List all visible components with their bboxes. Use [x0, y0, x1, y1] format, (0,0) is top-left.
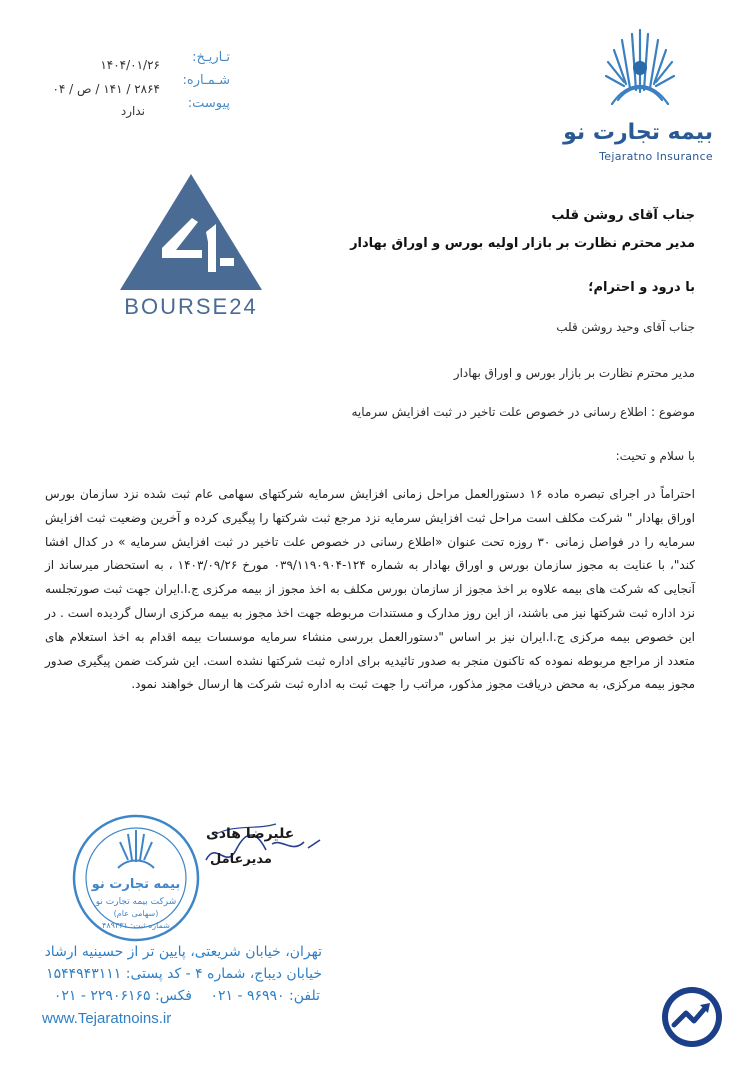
bourse24-logo-text: BOURSE24 — [124, 294, 258, 319]
stamp-company: بیمه تجارت نو — [91, 877, 181, 892]
date-value: ۱۴۰۴/۰۱/۲۶ — [100, 58, 160, 72]
signer-name: علیرضا هادی — [206, 826, 295, 842]
addressee: جناب آقای وحید روشن قلب — [556, 320, 695, 334]
stamp-subtitle: شرکت بیمه تجارت نو — [95, 897, 177, 907]
addressee-title: مدیر محترم نظارت بر بازار بورس و اوراق بهادار — [453, 366, 695, 380]
company-name-en: Tejaratno Insurance — [599, 150, 713, 163]
recipient-name: جناب آقای روشن قلب — [551, 208, 695, 223]
chart-badge-icon — [660, 985, 724, 1049]
phone: تلفن: ۹۶۹۹۰ - ۰۲۱ — [210, 988, 320, 1004]
signer-title: مدیرعامل — [210, 852, 272, 867]
recipient-title: مدیر محترم نظارت بر بازار اولیه بورس و اوراق بهادار — [350, 236, 695, 251]
address-line1: تهران، خیابان شریعتی، پایین تر از حسینیه ارشاد — [44, 944, 322, 960]
letter-body: احتراماً در اجرای تبصره ماده ۱۶ دستورالعمل مراحل زمانی افزایش سرمایه شرکتهای سهامی عام ثبت شده نزد سازمان بورس اوراق بهادار " شرکت مکلف است مراحل ثبت افزایش سرمایه نزد مرجع ثبت شرکتها را پیگیری کرده و آخرین وضعیت ثبت افزایش سرمایه را در فواصل زمانی ۳۰ روزه تحت عنوان «اطلاع رسانی در خصوص علت تاخیر در ثبت افزایش سرمایه » در کدال افشا کند"، با عنایت به مجوز سازمان بورس و اوراق بهادار به شماره ۱۲۴-۰۳۹/۱۱۹۰۹۰۴ مورخ ۱۴۰۳/۰۹/۲۶ ، به استحضار میرساند از آنجایی که شرکت های بیمه علاوه بر اخذ مجوز از سازمان بورس مکلف به اخذ مجوز از بیمه مرکزی ج.ا.ایران جهت ثبت صورتجلسه نزد اداره ثبت شرکتها نیز می باشند، از این روز مدارک و مستندات مربوطه جهت اخذ مجوز به بیمه مرکزی ارسال گردیده است . در این خصوص بیمه مرکزی ج.ا.ایران نیز بر اساس "دستورالعمل بررسی منشاء سرمایه موسسات بیمه اقدام به اخذ استعلام های متعدد از مراجع مربوطه نموده که تاکنون منجر به صدور تائیدیه برای اداره ثبت شرکتها نشده است. این شرکت ضمن پیگیری صدور مجوز بیمه مرکزی، به محض دریافت مجوز مذکور، مراتب را جهت ثبت به اداره ثبت شرکت ها ارسال خواهند نمود. — [45, 487, 696, 692]
attachment-label: پیوست: — [187, 96, 230, 111]
attachment-value: ندارد — [120, 104, 145, 118]
number-value: ۲۸۶۴ / ۱۴۱ / ص / ۰۴ — [52, 82, 160, 96]
stamp-type: (سهامی عام) — [113, 909, 159, 918]
company-stamp — [70, 812, 202, 944]
date-label: تـاریـخ: — [192, 50, 230, 65]
fax: فکس: ۲۲۹۰۶۱۶۵ - ۰۲۱ — [53, 988, 192, 1004]
stamp-reg: شماره ثبت: ۴۸۹۳۳۱ — [102, 921, 170, 930]
company-logo-icon — [560, 22, 720, 167]
number-label: شـمـاره: — [182, 73, 230, 88]
stamp-emblem-icon — [118, 830, 154, 868]
website-link[interactable]: www.Tejaratnoins.ir — [42, 1010, 172, 1027]
greeting: با درود و احترام؛ — [588, 280, 695, 295]
subject: موضوع : اطلاع رسانی در خصوص علت تاخیر در ثبت افزایش سرمایه — [351, 405, 695, 419]
address-line2: خیابان دیباج، شماره ۴ - کد پستی: ۱۵۴۴۹۴۳۱۱۱ — [46, 966, 322, 982]
salutation: با سلام و تحیت: — [615, 449, 695, 463]
company-name-fa: بیمه تجارت نو — [563, 120, 713, 145]
